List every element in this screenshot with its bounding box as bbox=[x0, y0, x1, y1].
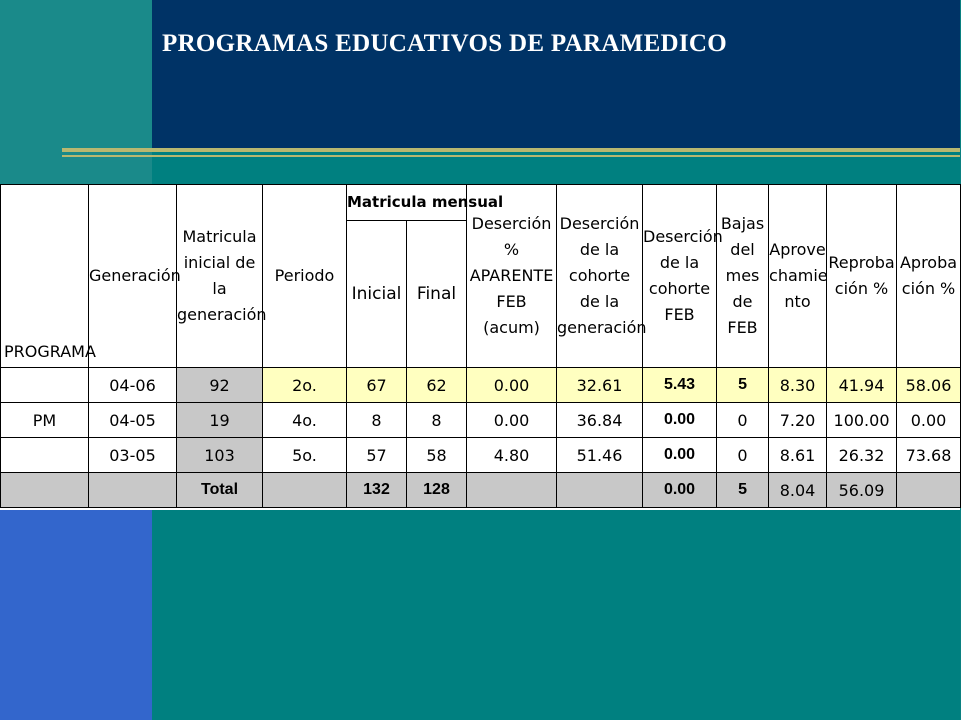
cell-generacion: 03-05 bbox=[89, 438, 177, 473]
cell-total-empty bbox=[897, 473, 961, 508]
header-generacion: Generación bbox=[89, 185, 177, 368]
header-final: Final bbox=[407, 220, 467, 367]
cell-total-inicial: 132 bbox=[347, 473, 407, 508]
title-rule-thick bbox=[62, 148, 960, 152]
cell-programa bbox=[1, 368, 89, 403]
header-aprobacion: Aproba ción % bbox=[897, 185, 961, 368]
table-row bbox=[1, 368, 961, 403]
header-inicial: Inicial bbox=[347, 220, 407, 367]
cell-aprobacion: 0.00 bbox=[897, 403, 961, 438]
cell-periodo: 5o. bbox=[263, 438, 347, 473]
cell-total-empty bbox=[557, 473, 643, 508]
cell-generacion: 04-06 bbox=[89, 368, 177, 403]
header-reprobacion: Reproba ción % bbox=[827, 185, 897, 368]
cell-total-empty bbox=[89, 473, 177, 508]
header-periodo: Periodo bbox=[263, 185, 347, 368]
table-row bbox=[1, 438, 961, 473]
cell-total-empty bbox=[263, 473, 347, 508]
cell-aprovechamiento: 8.61 bbox=[769, 438, 827, 473]
cell-total-aprovechamiento: 8.04 bbox=[769, 473, 827, 508]
cell-periodo: 2o. bbox=[263, 368, 347, 403]
cell-total-bajas: 5 bbox=[717, 473, 769, 508]
title-rule-thin bbox=[62, 155, 960, 157]
cell-total-empty bbox=[1, 473, 89, 508]
cell-inicial: 8 bbox=[347, 403, 407, 438]
cell-final: 8 bbox=[407, 403, 467, 438]
cell-generacion: 04-05 bbox=[89, 403, 177, 438]
cell-inicial: 67 bbox=[347, 368, 407, 403]
cell-desercion-feb: 0.00 bbox=[643, 403, 717, 438]
cell-aprovechamiento: 8.30 bbox=[769, 368, 827, 403]
background-left-bottom bbox=[0, 510, 152, 720]
header-matricula-inicial: Matricula inicial de la generación bbox=[177, 185, 263, 368]
cell-total-reprobacion: 56.09 bbox=[827, 473, 897, 508]
cell-reprobacion: 41.94 bbox=[827, 368, 897, 403]
cell-matricula: 92 bbox=[177, 368, 263, 403]
cell-bajas: 0 bbox=[717, 438, 769, 473]
cell-desercion-feb: 0.00 bbox=[643, 438, 717, 473]
table-total-row bbox=[1, 473, 961, 508]
cell-desercion-generacion: 32.61 bbox=[557, 368, 643, 403]
header-desercion-cohorte-feb: Deserción de la cohorte FEB bbox=[643, 185, 717, 368]
cell-aprovechamiento: 7.20 bbox=[769, 403, 827, 438]
cell-desercion-feb: 5.43 bbox=[643, 368, 717, 403]
cell-programa bbox=[1, 438, 89, 473]
cell-desercion-aparente: 0.00 bbox=[467, 368, 557, 403]
cell-desercion-aparente: 0.00 bbox=[467, 403, 557, 438]
header-aprovechamiento: Aprove chamie nto bbox=[769, 185, 827, 368]
background-header bbox=[152, 0, 960, 152]
cell-total-final: 128 bbox=[407, 473, 467, 508]
cell-inicial: 57 bbox=[347, 438, 407, 473]
cell-aprobacion: 58.06 bbox=[897, 368, 961, 403]
header-matricula-mensual: Matricula mensual bbox=[347, 185, 467, 221]
data-table-container bbox=[0, 184, 960, 510]
cell-desercion-generacion: 36.84 bbox=[557, 403, 643, 438]
header-desercion-cohorte-generacion: Deserción de la cohorte de la generación bbox=[557, 185, 643, 368]
cell-programa: PM bbox=[1, 403, 89, 438]
cell-periodo: 4o. bbox=[263, 403, 347, 438]
cell-matricula: 103 bbox=[177, 438, 263, 473]
cell-desercion-generacion: 51.46 bbox=[557, 438, 643, 473]
cell-matricula: 19 bbox=[177, 403, 263, 438]
cell-aprobacion: 73.68 bbox=[897, 438, 961, 473]
page-title: PROGRAMAS EDUCATIVOS DE PARAMEDICO bbox=[162, 30, 728, 57]
cell-bajas: 0 bbox=[717, 403, 769, 438]
cell-total-label: Total bbox=[177, 473, 263, 508]
header-programa: PROGRAMA bbox=[1, 185, 89, 368]
cell-bajas: 5 bbox=[717, 368, 769, 403]
header-desercion-aparente: Deserción % APARENTE FEB (acum) bbox=[467, 185, 557, 368]
data-table bbox=[0, 184, 961, 508]
cell-total-empty bbox=[467, 473, 557, 508]
cell-desercion-aparente: 4.80 bbox=[467, 438, 557, 473]
header-bajas: Bajas del mes de FEB bbox=[717, 185, 769, 368]
table-row bbox=[1, 403, 961, 438]
cell-reprobacion: 100.00 bbox=[827, 403, 897, 438]
cell-final: 58 bbox=[407, 438, 467, 473]
cell-total-desercion-feb: 0.00 bbox=[643, 473, 717, 508]
cell-reprobacion: 26.32 bbox=[827, 438, 897, 473]
cell-final: 62 bbox=[407, 368, 467, 403]
